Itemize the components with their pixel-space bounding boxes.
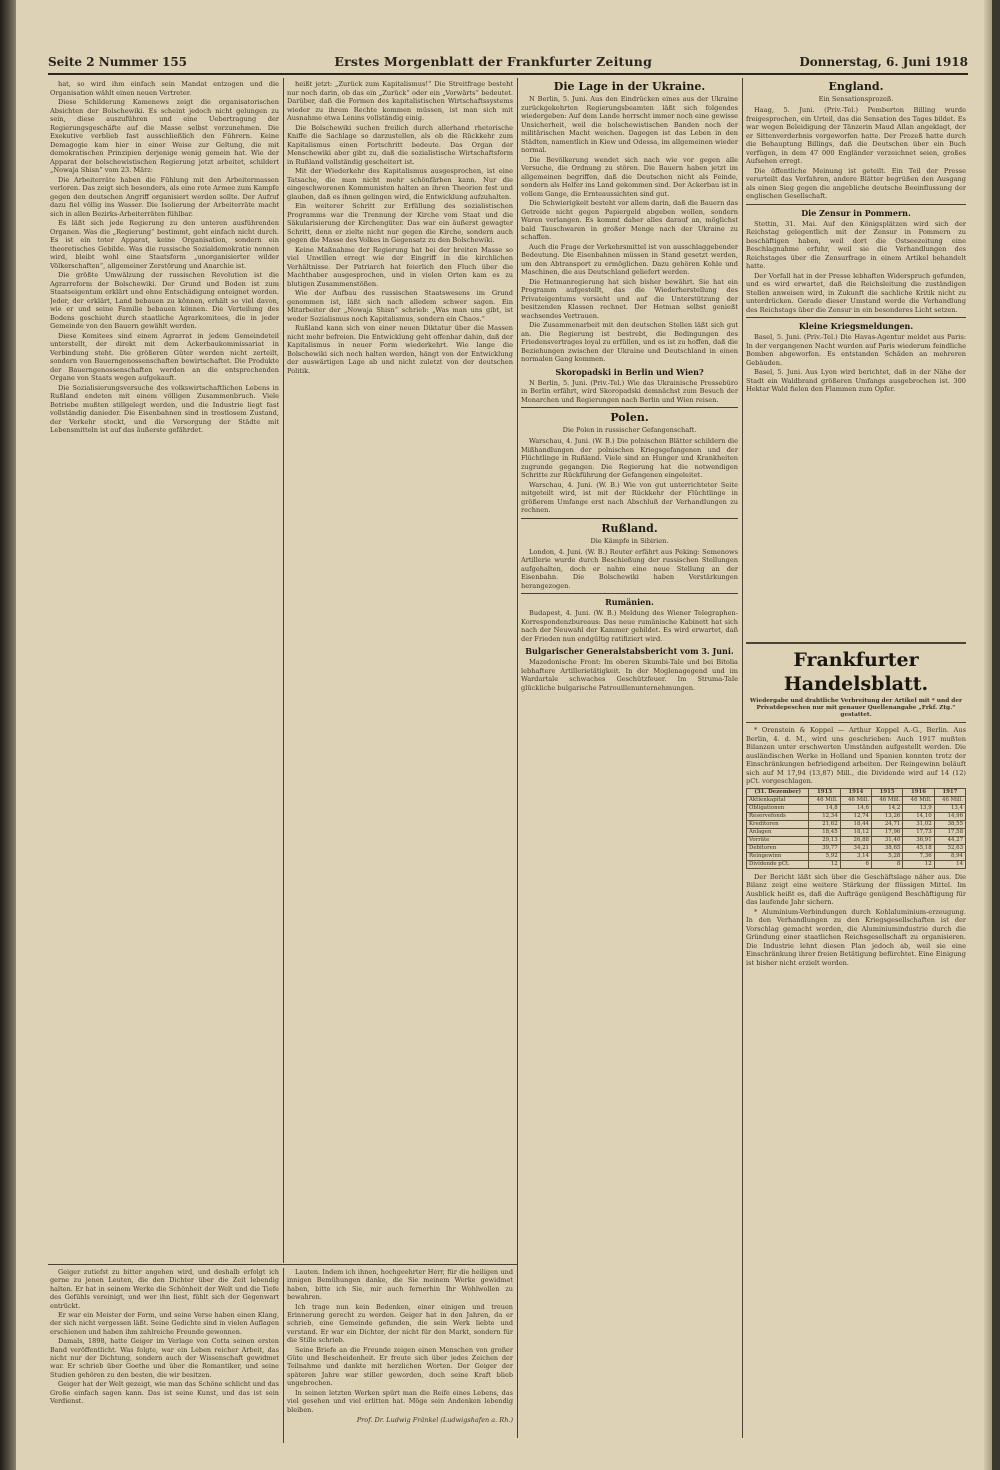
handelsblatt-subtitle: Wiedergabe und drahtliche Verbreitung der Artikel mit * und der Privatdepeschen nur mit genauer Quellenangabe „Frkf. Ztg.“ gestattet. [749,698,963,718]
paragraph: Der Vorfall hat in der Presse lebhaften Widerspruch gefunden, und es wird erwartet, daß die Reichsleitung die zuständigen Stellen anweisen wird, in Zukunft die sachliche Kritik nicht zu unterdrücken. Gerade dieser Umstand werde die Verhandlung des Reichstags über die Zensur in ein besonderes Licht setzen. [746,271,966,314]
table-cell: 38,65 [871,844,902,852]
paragraph: Auch die Frage der Verkehrsmittel ist von ausschlaggebender Bedeutung. Die Eisenbahnen müssen in Stand gesetzt werden, um den Abtransport zu ermöglichen. Dazu gehören Kohle und Maschinen, die aus Deutschland geliefert werden. [521,242,738,276]
page-header [48,54,968,74]
table-cell: 46 Mill. [809,796,840,804]
table-cell: 31,40 [871,836,902,844]
column-divider [283,78,284,1263]
column-divider [517,78,518,1438]
handelsblatt-section [746,646,966,1438]
section-rule [521,593,738,594]
article-headline: Kleine Kriegsmeldungen. [798,321,914,331]
page-binding [0,0,16,1470]
paragraph: Die größte Umwälzung der russischen Revolution ist die Agrarreform der Bolschewiki. Der Grund und Boden ist zum Staatseigentum erklärt und ohne Entschädigung enteignet worden. Jeder, der erklärt, Land bebauen zu können, erhält so viel davon, wie er und seine Familie bebauen können. Die Verteilung des Bodens geschieht durch staatliche Agrarkomitees, die in jeder Gemeinde von den Bauern gewählt werden. [50,271,279,330]
paragraph: N Berlin, 5. Juni. Aus den Eindrücken eines aus der Ukraine zurückgekehrten Regierungsbeamten läßt sich folgendes wiedergeben: Auf dem Lande herrscht immer noch eine gewisse Unsicherheit, weil die bolschewistischen Banden noch der militärischen Macht weichen. Dagegen ist das Leben in den Städten, namentlich in Kiew und Odessa, im allgemeinen wieder normal. [521,95,738,154]
table-cell: 39,77 [809,844,840,852]
table-cell: 12,74 [840,812,871,820]
table-cell: Anlagen [747,828,809,836]
handelsblatt-rule [746,642,966,644]
paragraph: Mit der Wiederkehr des Kapitalismus ausgesprochen, ist eine Tatsache, die man nicht mehr schönfärben kann. Nur die eingeschworenen Kommunisten halten an ihren Theorien fest und glauben, daß es ihnen gelingen wird, die Entwicklung aufzuhalten. [287,167,513,201]
page-edge [984,0,992,1470]
table-cell: 17,73 [903,828,934,836]
feuilleton-column-1 [50,1268,279,1440]
section-rule [746,317,966,318]
paragraph: Die Zusammenarbeit mit den deutschen Stellen läßt sich gut an. Die Regierung ist bestrebt, die Bedingungen des Friedensvertrages loyal zu erfüllen, und es ist zu hoffen, daß die Beziehungen zwischen der Ukraine und Deutschland in einen normalen Gang kommen. [521,321,738,363]
table-cell: 46 Mill. [871,796,902,804]
balance-table [746,788,966,869]
table-row [747,812,966,820]
table-cell: 21,62 [809,820,840,828]
header-rule [48,73,968,75]
table-cell: 34,21 [840,844,871,852]
table-cell: 13,9 [903,804,934,812]
column-3 [521,78,738,1438]
paragraph: Haag, 5. Juni. (Priv.-Tel.) Pemberton Billing wurde freigesprochen, ein Urteil, das die Sensation des Tages bildet. Es war wegen Beleidigung der Tänzerin Maud Allan angeklagt, der er Sittenverderbnis vorgeworfen hatte. Der Prozeß hatte durch die Behauptung Billings, daß die Deutschen über ein Buch verfügen, in dem 47 000 Engländer verzeichnet seien, großes Aufsehen erregt. [746,106,966,165]
table-cell: 14,6 [840,804,871,812]
paragraph: Der Bericht läßt sich über die Geschäftslage näher aus. Die Bilanz zeigt eine weitere Stärkung der flüssigen Mittel. Im Ausblick heißt es, daß die Aufträge genügend Beschäftigung für das laufende Jahr sichern. [746,872,966,906]
table-cell: 14,10 [903,812,934,820]
paragraph: In seinen letzten Werken spürt man die Reife eines Lebens, das viel gesehen und viel erlitten hat. Möge sein Andenken lebendig bleiben. [287,1388,513,1414]
table-cell: Aktienkapital [747,796,809,804]
table-cell: 12 [809,860,840,868]
section-headline: Polen. [610,411,649,424]
page-number: Seite 2 Nummer 155 [48,55,188,69]
table-header-cell: 1917 [934,788,965,796]
table-cell: 18,44 [840,820,871,828]
table-cell: 46 Mill. [903,796,934,804]
table-header-row [747,788,966,796]
masthead: Erstes Morgenblatt der Frankfurter Zeitung [334,54,653,69]
table-cell: 46 Mill. [840,796,871,804]
table-cell: 45,18 [903,844,934,852]
article-headline: Die Lage in der Ukraine. [553,80,706,93]
article-subheadline: Ein Sensationsprozeß. [818,95,894,103]
table-cell: 8 [871,860,902,868]
paragraph: Die Arbeiterräte haben die Fühlung mit den Arbeitermassen verloren. Das zeigt sich besonders, als eine rote Armee zum Kampfe gegen den deutschen Angriff organisiert werden sollte. Der Aufruf dazu fiel völlig ins Wasser. Die Isolierung der Arbeiterräte macht sich in allen Bezirks-Arbeiterräten fühlbar. [50,175,279,218]
paragraph: Wie der Aufbau des russischen Staatswesens im Grund genommen ist, läßt sich nach alledem schwer sagen. Ein Mitarbeiter der „Nowaja Shisn“ schrieb: „Was man uns gibt, ist weder Sozialismus noch Kapitalismus, sondern ein Chaos.“ [287,289,513,323]
paragraph: Die Schwierigkeit besteht vor allem darin, daß die Bauern das Getreide nicht gegen Papiergeld abgeben wollen, sondern Waren verlangen. Es kommt daher alles darauf an, möglichst bald Tauschwaren in großer Menge nach der Ukraine zu schaffen. [521,199,738,241]
section-headline: England. [828,80,884,93]
article-headline: Skoropadski in Berlin und Wien? [555,366,704,377]
table-cell: 36,91 [903,836,934,844]
table-cell: 24,71 [871,820,902,828]
table-cell: 18,45 [809,828,840,836]
issue-date: Donnerstag, 6. Juni 1918 [799,55,968,69]
table-header-cell: 1916 [903,788,934,796]
paragraph: Er war ein Meister der Form, und seine Verse haben einen Klang, der sich nicht vergessen läßt. Seine Gedichte sind in vielen Auflagen erschienen und haben ihm zahlreiche Freunde gewonnen. [50,1311,279,1336]
column-divider [283,1268,284,1443]
paragraph: Lauten. Indem ich ihnen, hochgeehrter Herr, für die heiligen und innigen Bemühungen danke, die Sie meinem Werke gewidmet haben, bitte ich Sie, mir auch fernerhin Ihr Wohlwollen zu bewahren. [287,1268,513,1302]
table-row [747,860,966,868]
handelsblatt-title: Frankfurter Handelsblatt. [783,649,929,695]
article-headline: Die Zensur in Pommern. [801,207,911,218]
table-cell: 6 [840,860,871,868]
table-cell: 13,26 [871,812,902,820]
paragraph: Seine Briefe an die Freunde zeigen einen Menschen von großer Güte und Bescheidenheit. Er freute sich über jedes Zeichen der Teilnahme und dankte mit herzlichen Worten. Der Geiger der späteren Jahre war stiller geworden, doch seine Kraft blieb ungebrochen. [287,1345,513,1388]
table-row [747,828,966,836]
table-row [747,820,966,828]
table-cell: 8,94 [934,852,965,860]
author-signature: Prof. Dr. Ludwig Fränkel (Ludwigshafen a. Rh.) [356,1415,513,1424]
table-cell: Dividende pCt. [747,860,809,868]
paragraph: Mazedonische Front: Im oberen Skumbi-Tale und bei Bitolia lebhaftere Artillerietätigkeit. In der Moglenagegend und im Wardartale schwaches Geschützfeuer. Im Struma-Tale glückliche bulgarische Patrouillenunternehmungen. [521,658,738,692]
table-cell: 17,96 [871,828,902,836]
paragraph: * Orenstein & Koppel — Arthur Koppel A.-G., Berlin. Aus Berlin, 4. d. M., wird uns geschrieben: Auch 1917 mußten Bilanzen unter erschwerten Umständen aufgestellt werden. Die ausländischen Werke in Holland und Spanien konnten trotz der Einschränkungen befriedigend arbeiten. Der Reingewinn beläuft sich auf M 17,94 (13,87) Mill., die Dividende wird auf 14 (12) pCt. vorgeschlagen. [746,726,966,785]
section-rule [521,407,738,408]
paragraph: Die Sozialisierungsversuche des volkswirtschaftlichen Lebens in Rußland endeten mit einem völligen Zusammenbruch. Viele Betriebe mußten stillgelegt werden, und die Industrie liegt fast vollständig danieder. Die Eisenbahnen sind in trostlosem Zustand, der Verkehr stockt, und die Versorgung der Städte mit Lebensmitteln ist auf das äußerste gefährdet. [50,383,279,434]
table-cell: 44,27 [934,836,965,844]
table-row [747,804,966,812]
table-header-cell: 1914 [840,788,871,796]
paragraph: Die Bolschewiki suchen freilich durch allerhand rhetorische Kniffe die Sachlage so darzustellen, als ob die Rückkehr zum Kapitalismus einen Fortschritt bedeute. Das Organ der Menschewiki aber gibt zu, daß die sozialistische Wirtschaftsform in Rußland vollständig gescheitert ist. [287,123,513,166]
paragraph: Damals, 1898, hatte Geiger im Verlage von Cotta seinen ersten Band veröffentlicht. Was folgte, war ein Leben reicher Arbeit, das nicht nur der Dichtung, sondern auch der Wissenschaft gewidmet war. Er schrieb über Goethe und über die Romantiker, und seine Studien gehören zu den besten, die wir besitzen. [50,1337,279,1379]
table-cell: 17,58 [934,828,965,836]
paragraph: London, 4. Juni. (W. B.) Reuter erfährt aus Peking: Semenows Artillerie wurde durch Beschießung der russischen Stellungen aufgehalten, doch er nahm eine neue Stellung an der Eisenbahn. Die Bolschewiki haben Verstärkungen herangezogen. [521,547,738,590]
column-divider [742,78,743,1438]
paragraph: heißt jetzt: „Zurück zum Kapitalismus!“ Die Streitfrage besteht nur noch darin, ob das ein „Zurück“ oder ein „Vorwärts“ bedeutet. Darüber, daß die Formen des kapitalistischen Wirtschaftssystems wieder zu ihrem Rechte kommen müssen, ist man sich mit Ausnahme etwa Lenins vollständig einig. [287,80,513,122]
paragraph: Ich trage nun kein Bedenken, einer einigen und treuen Erinnerung gerecht zu werden. Geiger hat in den Jahren, da er schrieb, eine Gemeinde gefunden, die sein Werk liebte und verstand. Er war ein Dichter, der nicht für den Markt, sondern für die Stille schrieb. [287,1302,513,1345]
table-cell: 5,28 [871,852,902,860]
table-cell: Reservefonds [747,812,809,820]
table-cell: 14 [934,860,965,868]
table-header-cell: 1913 [809,788,840,796]
paragraph: Die Hetmanregierung hat sich bisher bewährt. Sie hat ein Programm aufgestellt, das die Wiederherstellung des Privateigentums vorsieht und auf die Unterstützung der besitzenden Klassen rechnet. Der Hetman selbst genießt wachsendes Vertrauen. [521,277,738,320]
paragraph: Es läßt sich jede Regierung zu den unteren ausführenden Organen. Was die „Regierung“ bestimmt, geht einfach nicht durch. Es ist ein toter Apparat, keine Organisation, sondern ein theoretisches Gebilde. Was die russische Sozialdemokratie nennen wird, bleibt wohl eine Staatsform „unorganisierter wilder Völkerschaften“, allgemeiner Zerstörung und Anarchie ist. [50,219,279,270]
paragraph: Budapest, 4. Juni. (W. B.) Meldung des Wiener Telegraphen-Korrespondenzbureaus: Das neue rumänische Kabinett hat sich nach der Neuwahl der Kammer gebildet. Es wird erwartet, daß der Frieden nun endgültig ratifiziert wird. [521,609,738,643]
table-cell: Reingewinn [747,852,809,860]
paragraph: Stettin, 31. Mai. Auf den Königsplätzen wird sich der Reichstag gelegentlich mit der Zensur in Pommern zu beschäftigen haben, weil dort die Ostseezeitung eine Beschlagnahme erfuhr, weil sie die Verhandlungen des Reichstages über die Zensurfrage in einem Artikel behandelt hatte. [746,219,966,270]
paragraph: Basel, 5. Juni. (Priv.-Tel.) Die Havas-Agentur meldet aus Paris: In der vergangenen Nacht wurden auf Paris wiederum feindliche Bomben abgeworfen. Es entstanden Schäden an mehreren Gebäuden. [746,333,966,367]
table-cell: Debitoren [747,844,809,852]
table-cell: 26,88 [840,836,871,844]
table-cell: 52,63 [934,844,965,852]
section-rule [746,204,966,205]
feuilleton-rule [48,1264,517,1265]
column-4 [746,78,966,638]
paragraph: Geiger zutiefst zu bitter angehen wird, und deshalb erfolgt ich gerne zu jenen Leuten, die den Dichter über die Zeit lebendig halten. Er hat in seinem Werke die Schönheit der Welt und die Tiefe des Gefühls vereinigt, und wer ihn liest, fühlt sich der Gegenwart entrückt. [50,1268,279,1310]
paragraph: Basel, 5. Juni. Aus Lyon wird berichtet, daß in der Nähe der Stadt ein Waldbrand größeren Umfangs ausgebrochen ist. 300 Hektar Wald fielen den Flammen zum Opfer. [746,368,966,393]
table-header-cell: (31. Dezember) [747,788,809,796]
table-header-cell: 1915 [871,788,902,796]
table-cell: 3,14 [840,852,871,860]
feuilleton-column-2 [287,1268,513,1440]
table-row [747,852,966,860]
paragraph: Die Bevölkerung wendet sich nach wie vor gegen alle Versuche, die Ordnung zu stören. Die Bauern haben jetzt im allgemeinen begriffen, daß die Deutschen nicht als Feinde, sondern als Helfer ins Land gekommen sind. Der Ackerbau ist in vollem Gange, die Ernteaussichten sind gut. [521,155,738,198]
paragraph: Keine Maßnahme der Regierung hat bei der breiten Masse so viel Unwillen erregt wie der Eingriff in die kirchlichen Verhältnisse. Der Patriarch hat feierlich den Fluch über die Machthaber ausgesprochen, und in vielen Orten kam es zu blutigen Zusammenstößen. [287,245,513,288]
paragraph: Ein weiterer Schritt zur Erfüllung des sozialistischen Programms war die Trennung der Kirche vom Staat und die Säkularisierung der Kirchengüter. Das war ein äußerst gewagter Schritt, denn er zielte nicht nur gegen die Kirche, sondern auch gegen die Masse des Volkes in Gegensatz zu den Bolschewiki. [287,202,513,244]
table-cell: 14,96 [934,812,965,820]
article-subheadline: Die Polen in russischer Gefangenschaft. [562,426,697,434]
paragraph: Rußland kann sich von einer neuen Diktatur über die Massen nicht mehr befreien. Die Entwicklung geht offenbar dahin, daß der Kapitalismus in neuer Form wiederkehrt. Wie lange die Bolschewiki sich noch halten werden, hängt von der Entwicklung der auswärtigen Lage ab und nicht zuletzt von der deutschen Politik. [287,324,513,375]
table-row [747,796,966,804]
paragraph: hat, so wird ihm einfach sein Mandat entzogen und die Organisation wählt einen neuen Vertreter. [50,80,279,97]
paragraph: Die öffentliche Meinung ist geteilt. Ein Teil der Presse verurteilt das Verfahren, andere Blätter begrüßen den Ausgang als einen Sieg gegen die angebliche deutsche Beeinflussung der englischen Gesellschaft. [746,166,966,200]
paragraph: N Berlin, 5. Juni. (Priv.-Tel.) Wie das Ukrainische Pressebüro in Berlin erfährt, wird Skoropadski demnächst zum Besuch der Monarchen und Regierungen nach Berlin und Wien reisen. [521,378,738,404]
table-cell: 46 Mill. [934,796,965,804]
paragraph: Diese Schilderung Kamenews zeigt die organisatorischen Absichten der Bolschewiki. Es scheint jedoch nicht gelungen zu sein, diese auszuführen und eine Uebertragung der Regierungsgeschäfte auf die Masse selbst vorzunehmen. Die Exekutive verblieb fast ausschließlich den Führern. Keine Demagogie kam hier in einer Weise zur Geltung, die mit demokratischen Prinzipien derjenige wenig gemein hat. Wie der Apparat der bolschewistischen Regierung jetzt arbeitet, schildert „Nowaja Shisn“ vom 23. März: [50,98,279,174]
section-rule [521,518,738,519]
table-cell: 12,34 [809,812,840,820]
table-cell: 14,8 [809,804,840,812]
table-cell: Kreditoren [747,820,809,828]
table-cell: 14,2 [871,804,902,812]
table-cell: 5,92 [809,852,840,860]
paragraph: Diese Komitees sind einem Agrarrat in jedem Gemeindeteil unterstellt, der direkt mit dem Ackerbaukommissariat in Verbindung steht. Die größeren Güter werden nicht zerteilt, sondern von Bauerngenossenschaften bewirtschaftet. Die Produkte der Bauerngenossenschaften werden an die entsprechenden Organe von Staats wegen aufgekauft. [50,331,279,382]
paragraph: Geiger hat der Welt gezeigt, wie man das Schöne schlicht und das Große einfach sagen kann. Das ist seine Kunst, und das ist sein Verdienst. [50,1380,279,1406]
table-cell: 18,12 [840,828,871,836]
table-cell: 31,02 [903,820,934,828]
section-rule [746,722,966,723]
column-2 [287,80,513,1260]
paragraph: Warschau, 4. Juni. (W. B.) Wie von gut unterrichteter Seite mitgeteilt wird, ist mit der Rückkehr der Flüchtlinge in größerem Umfange erst nach Abschluß der Verhandlungen zu rechnen. [521,480,738,514]
paragraph: Warschau, 4. Juni. (W. B.) Die polnischen Blätter schildern die Mißhandlungen der polnischen Kriegsgefangenen und der Flüchtlinge in Rußland. Viele sind an Hunger und Krankheiten zugrunde gegangen. Die Regierung hat die notwendigen Schritte zur Rückführung der Gefangenen eingeleitet. [521,437,738,479]
table-body [747,796,966,868]
article-headline: Bulgarischer Generalstabsbericht vom 3. Juni. [525,646,734,656]
column-1 [50,80,279,1260]
table-cell: 29,13 [809,836,840,844]
article-subheadline: Die Kämpfe in Sibirien. [590,536,669,545]
table-cell: 7,36 [903,852,934,860]
table-row [747,836,966,844]
section-headline: Rußland. [601,521,658,535]
table-cell: 38,55 [934,820,965,828]
table-cell: 13,4 [934,804,965,812]
paragraph: * Aluminium-Verbindungen durch Kohlaluminium-erzeugung. In den Verhandlungen zu den Kriegsgesellschaften ist der Vorschlag gemacht worden, die Aluminiumindustrie durch die Gründung einer staatlichen Reichsgesellschaft zu organisieren. Die Industrie lehnt diesen Plan jedoch ab, weil sie eine Einschränkung ihrer freien Betätigung befürchtet. Eine Einigung ist bisher nicht erzielt worden. [746,907,966,967]
section-headline: Rumänien. [605,597,654,607]
table-row [747,844,966,852]
table-cell: Vorräte [747,836,809,844]
table-cell: Obligationen [747,804,809,812]
table-cell: 12 [903,860,934,868]
